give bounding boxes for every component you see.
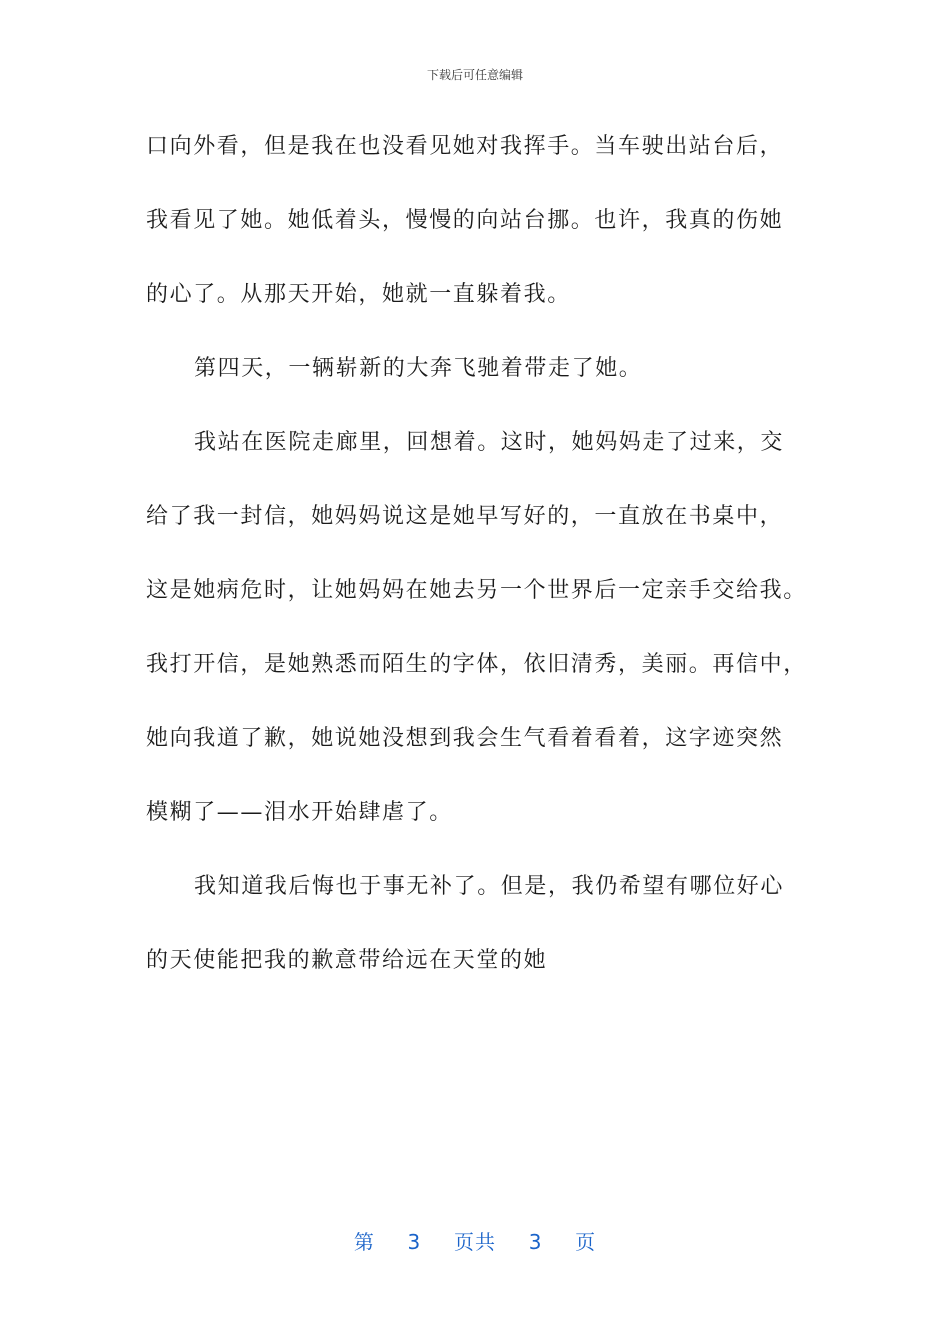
footer-page-number: 3	[407, 1230, 422, 1254]
body-line-10: 模糊了——泪水开始肆虐了。	[146, 800, 453, 825]
page-header: 下载后可任意编辑	[426, 68, 523, 82]
body-text	[146, 128, 826, 1016]
body-line-4: 第四天，一辆崭新的大奔飞驰着带走了她。	[194, 356, 643, 381]
footer-middle: 页共	[454, 1230, 496, 1254]
body-line-2: 我看见了她。她低着头，慢慢的向站台挪。也许，我真的伤她	[146, 208, 784, 233]
body-line-5: 我站在医院走廊里，回想着。这时，她妈妈走了过来，交	[194, 430, 785, 455]
body-line-12: 的天使能把我的歉意带给远在天堂的她	[146, 948, 548, 973]
body-line-9: 她向我道了歉，她说她没想到我会生气看着看着，这字迹突然	[146, 726, 784, 751]
footer-total-pages: 3	[528, 1230, 543, 1254]
body-line-1: 口向外看，但是我在也没看见她对我挥手。当车驶出站台后，	[146, 134, 784, 159]
body-line-3: 的心了。从那天开始，她就一直躲着我。	[146, 282, 571, 307]
body-line-7: 这是她病危时，让她妈妈在她去另一个世界后一定亲手交给我。	[146, 578, 807, 603]
footer-suffix: 页	[575, 1230, 597, 1254]
body-line-8: 我打开信，是她熟悉而陌生的字体，依旧清秀，美丽。再信中，	[146, 652, 807, 677]
page-footer	[0, 1226, 950, 1255]
body-line-11: 我知道我后悔也于事无补了。但是，我仍希望有哪位好心	[194, 874, 785, 899]
footer-prefix: 第	[353, 1230, 375, 1254]
body-line-6: 给了我一封信，她妈妈说这是她早写好的，一直放在书桌中，	[146, 504, 784, 529]
